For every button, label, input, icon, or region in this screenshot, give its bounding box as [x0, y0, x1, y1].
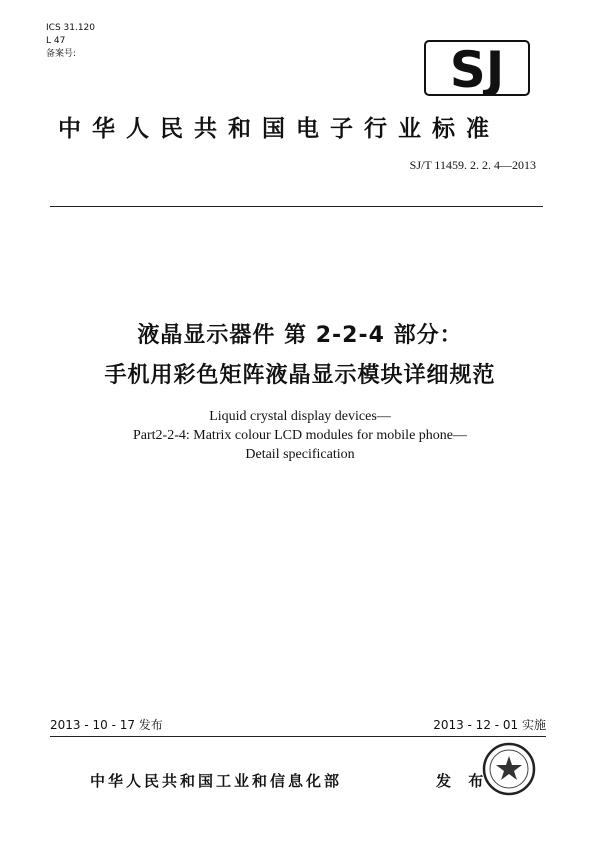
english-title-line-1: Liquid crystal display devices—	[209, 409, 391, 424]
top-divider	[50, 206, 543, 207]
classification-block	[46, 22, 95, 61]
english-title-line-2: Part2-2-4: Matrix colour LCD modules for mobile phone—	[133, 428, 467, 443]
english-title-line-3: Detail specification	[245, 447, 355, 462]
standard-category-title: 中华人民共和国电子行业标准	[58, 116, 500, 142]
publication-date: 2013 - 10 - 17 发布	[50, 718, 163, 732]
issue-label: 发 布	[436, 772, 490, 790]
record-number-label: 备案号:	[46, 49, 77, 59]
implementation-date: 2013 - 12 - 01 实施	[433, 718, 546, 732]
official-seal-icon	[482, 742, 536, 796]
bottom-divider	[50, 736, 546, 737]
chinese-title-line-2: 手机用彩色矩阵液晶显示模块详细规范	[104, 363, 496, 388]
class-code: L 47	[46, 36, 66, 46]
standard-number: SJ/T 11459. 2. 2. 4—2013	[409, 158, 536, 172]
sj-logo	[424, 40, 530, 96]
chinese-title-line-1: 液晶显示器件 第 2-2-4 部分：	[137, 323, 463, 348]
sj-logo-text: SJ	[449, 41, 505, 96]
ics-code: ICS 31.120	[46, 23, 96, 33]
issuing-authority: 中华人民共和国工业和信息化部	[90, 772, 343, 790]
english-title	[0, 407, 600, 464]
